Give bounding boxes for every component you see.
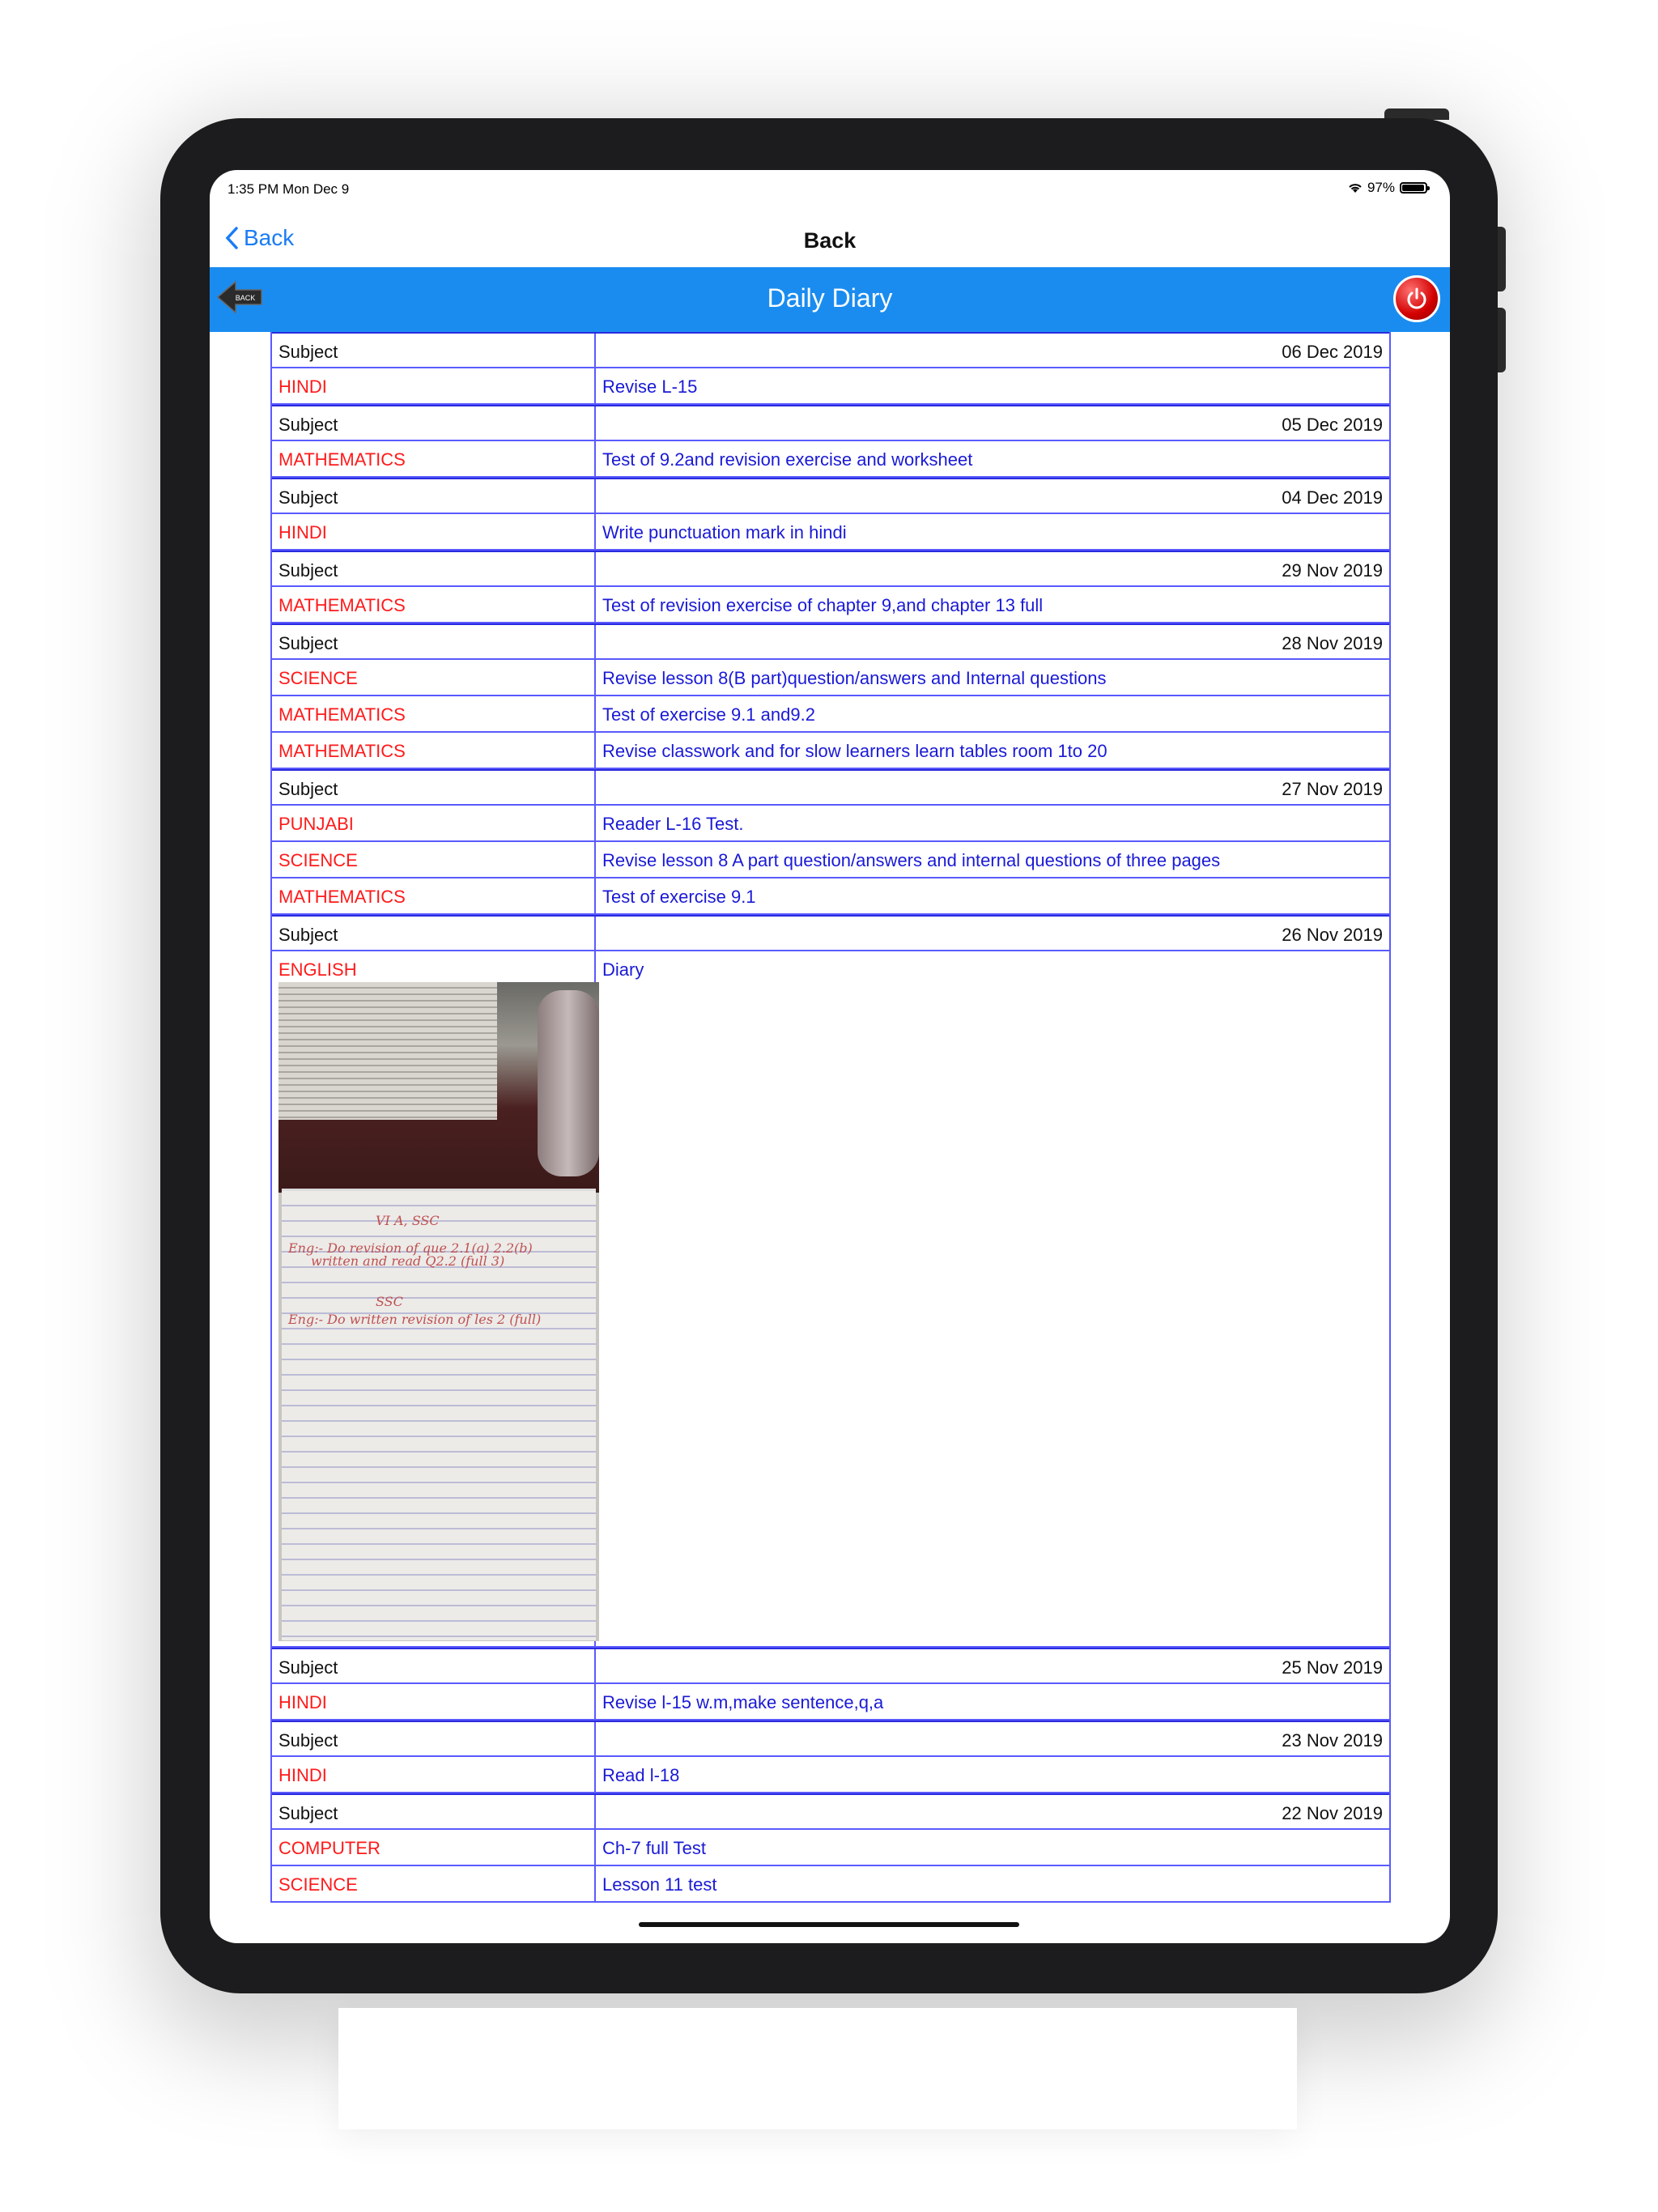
subject-column-label: Subject (272, 334, 596, 367)
status-time: 1:35 PM Mon Dec 9 (227, 181, 350, 197)
entry-description: Test of revision exercise of chapter 9,and chapter 13 full (602, 595, 1044, 615)
diary-entry-row[interactable] (272, 514, 1389, 551)
subject-column-label: Subject (272, 917, 596, 950)
wifi-icon (1348, 182, 1363, 194)
entry-subject: SCIENCE (272, 1866, 596, 1901)
entry-subject: HINDI (272, 514, 596, 549)
handwritten-note: written and read Q2.2 (full 3) (311, 1253, 505, 1269)
diary-entry-row[interactable] (272, 660, 1389, 696)
entry-description: Write punctuation mark in hindi (602, 522, 847, 542)
power-icon (1405, 287, 1429, 311)
entry-description: Reader L-16 Test. (602, 814, 744, 834)
home-indicator[interactable] (639, 1922, 1019, 1927)
diary-entry-row[interactable] (272, 951, 1389, 1648)
diary-header (210, 267, 1450, 332)
entry-description: Revise l-15 w.m,make sentence,q,a (602, 1692, 884, 1712)
bottom-panel (338, 2008, 1297, 2129)
diary-entry-row[interactable] (272, 441, 1389, 478)
entry-description: Revise lesson 8 A part question/answers and internal questions of three pages (602, 850, 1221, 870)
entry-subject: PUNJABI (272, 806, 596, 840)
entry-description: Revise L-15 (602, 376, 698, 397)
diary-date: 06 Dec 2019 (1282, 342, 1383, 362)
entry-subject: SCIENCE (272, 660, 596, 695)
diary-date: 04 Dec 2019 (1282, 487, 1383, 508)
photo-cloth (538, 990, 599, 1176)
logout-button[interactable] (1393, 275, 1440, 322)
entry-description: Test of exercise 9.1 and9.2 (602, 704, 815, 725)
handwritten-note: Eng:- Do written revision of les 2 (full) (288, 1312, 542, 1327)
subject-column-label: Subject (272, 1795, 596, 1828)
nav-back-label: Back (244, 225, 295, 250)
entry-subject: MATHEMATICS (272, 587, 596, 622)
entry-subject: HINDI (272, 1684, 596, 1719)
navigation-bar (210, 211, 1450, 276)
handwritten-note: VI A, SSC (376, 1213, 440, 1228)
date-header-row (272, 1648, 1389, 1684)
date-header-row (272, 478, 1389, 514)
entry-subject: MATHEMATICS (272, 733, 596, 768)
diary-photo[interactable] (278, 982, 599, 1641)
date-header-row (272, 915, 1389, 951)
entry-subject: MATHEMATICS (272, 441, 596, 476)
entry-subject: MATHEMATICS (272, 696, 596, 731)
entry-description: Revise lesson 8(B part)question/answers and Internal questions (602, 668, 1107, 688)
date-header-row (272, 551, 1389, 587)
date-header-row (272, 623, 1389, 660)
subject-column-label: Subject (272, 771, 596, 804)
diary-date: 28 Nov 2019 (1282, 633, 1383, 653)
diary-entry-row[interactable] (272, 842, 1389, 878)
date-header-row (272, 405, 1389, 441)
entry-subject: SCIENCE (272, 842, 596, 877)
entry-subject: HINDI (272, 368, 596, 403)
subject-column-label: Subject (272, 625, 596, 658)
diary-date: 23 Nov 2019 (1282, 1730, 1383, 1750)
photo-notebook-stack (278, 982, 497, 1120)
entry-subject: HINDI (272, 1757, 596, 1792)
photo-wrapper (272, 951, 596, 1648)
diary-table (270, 332, 1391, 1903)
date-header-row (272, 769, 1389, 806)
entry-description: Ch-7 full Test (602, 1838, 706, 1858)
entry-subject: COMPUTER (272, 1830, 596, 1865)
screen (210, 170, 1450, 1943)
entry-subject: MATHEMATICS (272, 878, 596, 913)
nav-title: Back (803, 228, 857, 253)
entry-description: Diary (602, 959, 644, 980)
status-right (1348, 180, 1427, 196)
battery-icon (1400, 182, 1427, 194)
diary-date: 29 Nov 2019 (1282, 560, 1383, 581)
subject-column-label: Subject (272, 552, 596, 585)
date-header-row (272, 332, 1389, 368)
page-title: Daily Diary (767, 283, 893, 313)
diary-entry-row[interactable] (272, 368, 1389, 405)
date-header-row (272, 1793, 1389, 1830)
diary-entry-row[interactable] (272, 806, 1389, 842)
diary-entry-row[interactable] (272, 587, 1389, 623)
diary-entry-row[interactable] (272, 1684, 1389, 1721)
subject-column-label: Subject (272, 406, 596, 440)
handwritten-note: Eng:- Do revision of que 2.1(a) 2.2(b) (288, 1240, 533, 1256)
diary-entry-row[interactable] (272, 1830, 1389, 1866)
diary-date: 05 Dec 2019 (1282, 415, 1383, 435)
subject-column-label: Subject (272, 479, 596, 513)
diary-entry-row[interactable] (272, 1866, 1389, 1903)
diary-entry-row[interactable] (272, 733, 1389, 769)
diary-entry-row[interactable] (272, 696, 1389, 733)
diary-date: 27 Nov 2019 (1282, 779, 1383, 799)
entry-subject: ENGLISH (272, 951, 596, 1646)
back-arrow-text: BACK (235, 294, 256, 302)
diary-entry-row[interactable] (272, 878, 1389, 915)
battery-percent: 97% (1367, 180, 1395, 195)
status-bar (210, 170, 1450, 211)
handwritten-note: SSC (376, 1294, 403, 1309)
subject-column-label: Subject (272, 1649, 596, 1682)
entry-description: Revise classwork and for slow learners learn tables room 1to 20 (602, 741, 1107, 761)
entry-description: Read l-18 (602, 1765, 680, 1785)
diary-date: 26 Nov 2019 (1282, 925, 1383, 945)
diary-entry-row[interactable] (272, 1757, 1389, 1793)
entry-description: Test of exercise 9.1 (602, 887, 756, 907)
diary-date: 22 Nov 2019 (1282, 1803, 1383, 1823)
entry-description: Test of 9.2and revision exercise and worksheet (602, 449, 973, 470)
date-header-row (272, 1721, 1389, 1757)
entry-description: Lesson 11 test (602, 1874, 717, 1895)
battery-fill (1402, 185, 1424, 191)
subject-column-label: Subject (272, 1722, 596, 1755)
diary-date: 25 Nov 2019 (1282, 1657, 1383, 1678)
